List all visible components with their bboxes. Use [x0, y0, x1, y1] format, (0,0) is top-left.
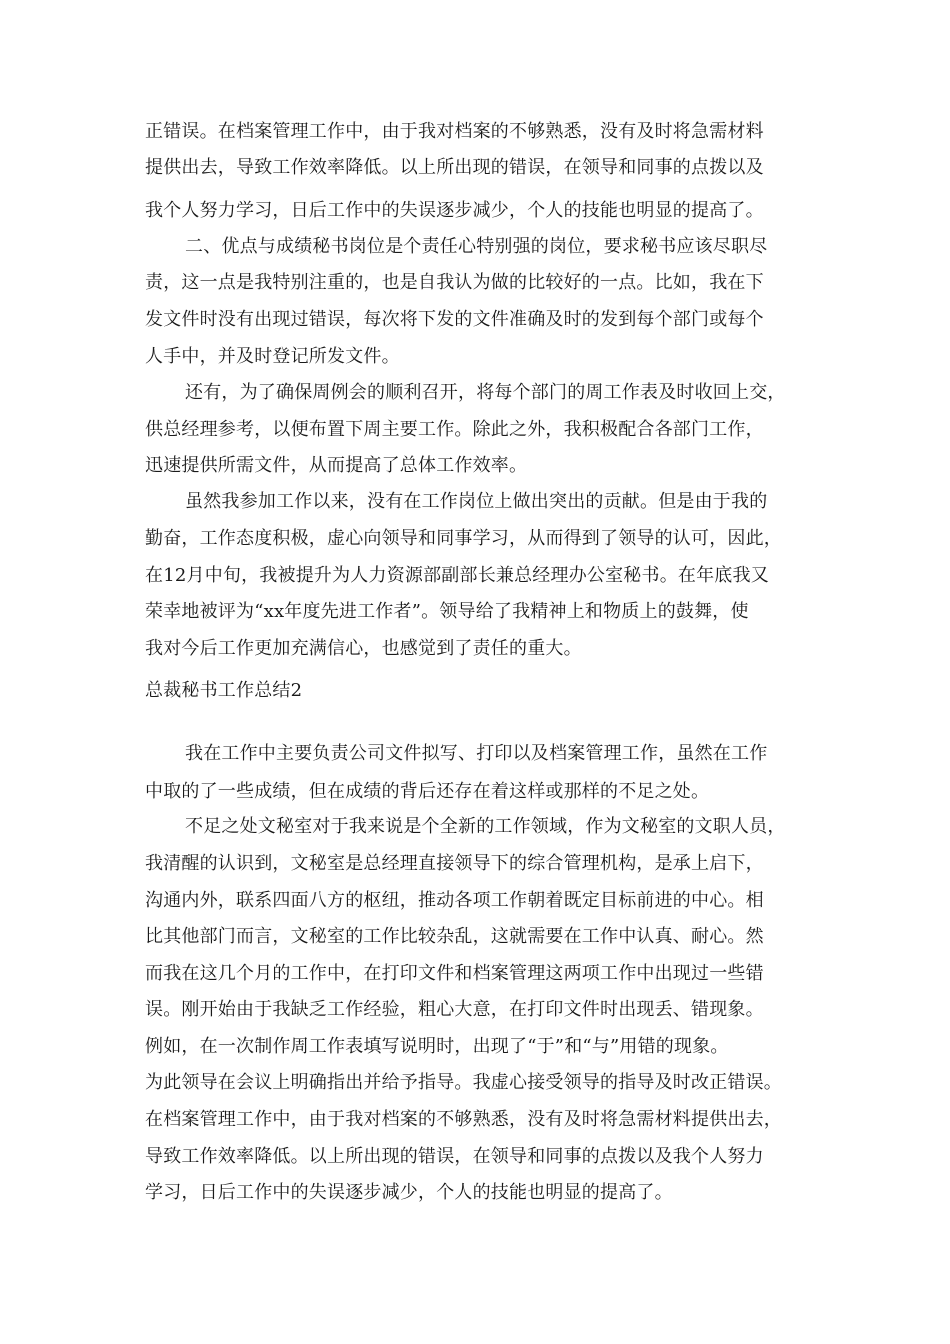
text-line: 提供出去，导致工作效率降低。以上所出现的错误，在领导和同事的点拨以及: [145, 157, 764, 178]
text-line: 而我在这几个月的工作中，在打印文件和档案管理这两项工作中出现过一些错: [145, 963, 764, 984]
text-line: 中取的了一些成绩，但在成绩的背后还存在着这样或那样的不足之处。: [145, 781, 710, 802]
text-line: 人手中，并及时登记所发文件。: [145, 346, 400, 367]
paragraph-start: 虽然我参加工作以来，没有在工作岗位上做出突出的贡献。但是由于我的: [185, 491, 768, 512]
text-line: 误。刚开始由于我缺乏工作经验，粗心大意，在打印文件时出现丢、错现象。: [145, 999, 764, 1020]
text-line: 导致工作效率降低。以上所出现的错误，在领导和同事的点拨以及我个人努力: [145, 1146, 764, 1167]
text-line: 沟通内外，联系四面八方的枢纽，推动各项工作朝着既定目标前进的中心。相: [145, 890, 764, 911]
text-line: 例如，在一次制作周工作表填写说明时，出现了“于”和“与”用错的现象。: [145, 1036, 729, 1057]
text-line: 在12月中旬，我被提升为人力资源部副部长兼总经理办公室秘书。在年底我又: [145, 565, 769, 586]
paragraph-start: 还有，为了确保周例会的顺利召开，将每个部门的周工作表及时收回上交，: [185, 382, 786, 403]
text-line: 供总经理参考，以便布置下周主要工作。除此之外，我积极配合各部门工作，: [145, 419, 764, 440]
paragraph-start: 二、优点与成绩秘书岗位是个责任心特别强的岗位，要求秘书应该尽职尽: [185, 236, 768, 257]
text-line: 在档案管理工作中，由于我对档案的不够熟悉，没有及时将急需材料提供出去，: [145, 1109, 782, 1130]
paragraph-start: 我在工作中主要负责公司文件拟写、打印以及档案管理工作，虽然在工作: [185, 743, 768, 764]
text-line: 为此领导在会议上明确指出并给予指导。我虚心接受领导的指导及时改正错误。: [145, 1072, 782, 1093]
text-line: 我清醒的认识到，文秘室是总经理直接领导下的综合管理机构，是承上启下，: [145, 853, 764, 874]
paragraph-start: 不足之处文秘室对于我来说是个全新的工作领域，作为文秘室的文职人员，: [185, 816, 786, 837]
text-line: 学习，日后工作中的失误逐步减少，个人的技能也明显的提高了。: [145, 1182, 673, 1203]
text-line: 我个人努力学习，日后工作中的失误逐步减少，个人的技能也明显的提高了。: [145, 200, 764, 221]
text-line: 正错误。在档案管理工作中，由于我对档案的不够熟悉，没有及时将急需材料: [145, 121, 764, 142]
text-line: 比其他部门而言，文秘室的工作比较杂乱，这就需要在工作中认真、耐心。然: [145, 926, 764, 947]
text-line: 迅速提供所需文件，从而提高了总体工作效率。: [145, 455, 528, 476]
text-line: 发文件时没有出现过错误，每次将下发的文件准确及时的发到每个部门或每个: [145, 309, 764, 330]
text-line: 责，这一点是我特别注重的，也是自我认为做的比较好的一点。比如，我在下: [145, 272, 764, 293]
text-line: 勤奋，工作态度积极，虚心向领导和同事学习，从而得到了领导的认可，因此，: [145, 528, 782, 549]
text-line: 我对今后工作更加充满信心，也感觉到了责任的重大。: [145, 638, 582, 659]
text-line: 荣幸地被评为“xx年度先进工作者”。领导给了我精神上和物质上的鼓舞，使: [145, 601, 749, 622]
section-heading: 总裁秘书工作总结2: [145, 680, 303, 701]
